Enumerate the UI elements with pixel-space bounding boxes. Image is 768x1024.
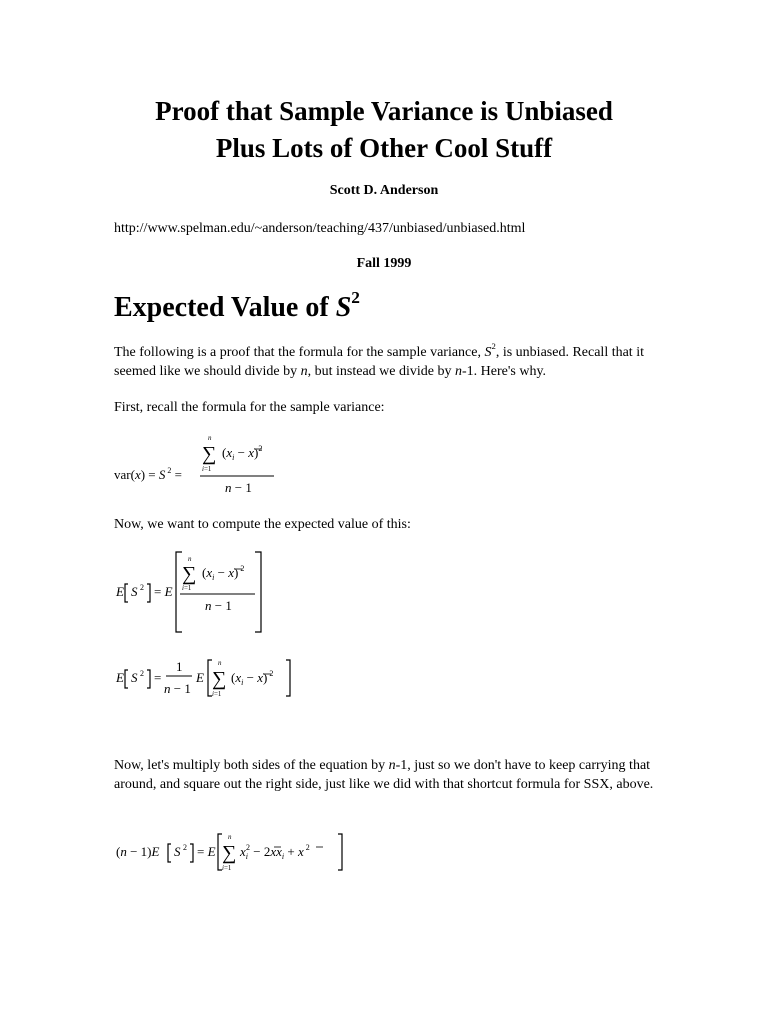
- equation-expanded: [114, 828, 344, 879]
- paragraph-recall: First, recall the formula for the sample variance:: [114, 400, 385, 415]
- section-heading-exp: 2: [351, 288, 360, 308]
- svg-text:var(x) = S 2 =: var(x) = S $^2$ =: [114, 466, 182, 482]
- svg-text:n: n: [208, 434, 212, 442]
- p1-text-a: The following is a proof that the formula for the sample variance,: [114, 345, 485, 360]
- svg-text:n: n: [188, 555, 192, 563]
- paragraph-intro: [114, 343, 674, 381]
- equation-expected-factored: [114, 652, 304, 709]
- svg-text:i=1: i=1: [222, 864, 232, 872]
- p1-exp: 2: [491, 341, 496, 352]
- title-line-2: Plus Lots of Other Cool Stuff: [215, 133, 553, 163]
- svg-text:= E: = E: [197, 844, 216, 859]
- svg-text:2: 2: [140, 583, 144, 592]
- svg-text:xi2 − 2xxi + x 2: $x_i2 - 2xx_i + x$ $^2$: [240, 843, 310, 861]
- svg-text:i=1: i=1: [212, 690, 222, 698]
- section-heading-var: S: [335, 292, 352, 323]
- paragraph-multiply: [114, 756, 674, 794]
- svg-text:E: E: [196, 670, 204, 685]
- svg-text:n − 1: n − 1: [164, 681, 191, 696]
- section-heading-text: Expected Value of: [114, 292, 336, 323]
- author-name: Scott D. Anderson: [329, 183, 439, 198]
- svg-text:i=1: i=1: [202, 465, 212, 473]
- section-heading: [114, 288, 360, 324]
- svg-text:n − 1: n − 1: [225, 480, 252, 495]
- svg-text:1: 1: [176, 659, 183, 674]
- equation-sample-variance: [114, 432, 314, 503]
- svg-text:E: E: [116, 670, 124, 685]
- p1-var: S: [484, 345, 492, 360]
- svg-text:n: n: [218, 659, 222, 667]
- title-line-1: Proof that Sample Variance is Unbiased: [155, 96, 613, 126]
- svg-text:(xi − x) 2: $(x_i - x)$ $^2$: [202, 564, 245, 582]
- svg-text:E: E: [116, 584, 124, 599]
- svg-text:∑: ∑: [202, 443, 217, 465]
- p1-text-b: , is unbiased. Recall that it seemed like we should divide by: [114, 345, 644, 379]
- svg-text:S: S: [174, 844, 181, 859]
- document-date: Fall 1999: [356, 256, 412, 271]
- p1-text-d: -1. Here's why.: [462, 364, 547, 379]
- p1-text-c: , but instead we divide by: [307, 364, 456, 379]
- svg-text:n − 1: n − 1: [205, 598, 232, 613]
- document-url: http://www.spelman.edu/~anderson/teaching/437/unbiased/unbiased.html: [114, 221, 526, 236]
- p4-n: n: [388, 758, 396, 773]
- svg-text:∑: ∑: [212, 668, 227, 690]
- svg-text:2: 2: [183, 843, 187, 852]
- svg-text:=: =: [154, 670, 162, 685]
- paragraph-expected: Now, we want to compute the expected value of this:: [114, 517, 411, 532]
- svg-text:S: S: [131, 584, 138, 599]
- svg-text:(xi − x) 2: $(x_i - x)$ $^2$: [231, 669, 274, 687]
- svg-text:= E: = E: [154, 584, 173, 599]
- p1-n1: n: [300, 364, 308, 379]
- svg-text:(xi − x)2: $(x_i - x)^2$: [222, 444, 263, 462]
- equation-expected-s2: [114, 548, 284, 641]
- svg-text:(n − 1)E: (n − 1)E: [116, 844, 160, 859]
- p1-n2: n: [455, 364, 463, 379]
- svg-text:i=1: i=1: [182, 584, 192, 592]
- svg-text:2: 2: [140, 669, 144, 678]
- svg-text:∑: ∑: [222, 842, 237, 864]
- document-title: [0, 93, 768, 167]
- p4-text-b: -1, just so we don't have to keep carrying that around, and square out the right side, just like we did with that shortcut formula for SSX, above.: [114, 758, 654, 792]
- svg-text:n: n: [228, 833, 232, 841]
- svg-text:S: S: [131, 670, 138, 685]
- svg-text:∑: ∑: [182, 563, 197, 585]
- p4-text-a: Now, let's multiply both sides of the equation by: [114, 758, 389, 773]
